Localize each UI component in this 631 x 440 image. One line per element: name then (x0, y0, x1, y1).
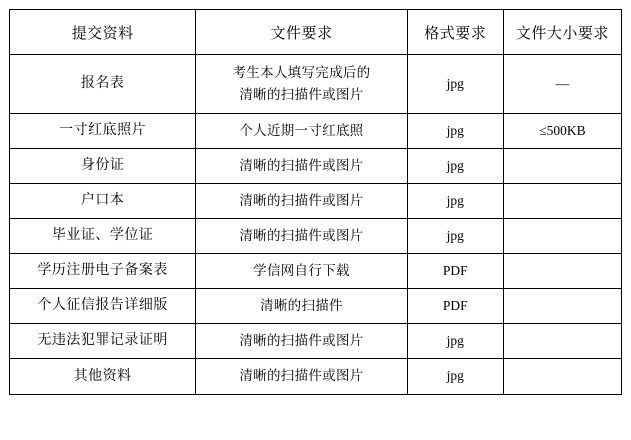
material-name: 户口本 (10, 184, 196, 219)
column-header-file-requirement: 文件要求 (196, 10, 407, 55)
file-requirement: 清晰的扫描件或图片 (196, 324, 407, 359)
table-header-row (10, 10, 622, 55)
file-requirement: 清晰的扫描件 (196, 289, 407, 324)
size-requirement (503, 219, 621, 254)
format-requirement: jpg (407, 184, 503, 219)
format-requirement: PDF (407, 289, 503, 324)
format-requirement: jpg (407, 324, 503, 359)
material-name: 无违法犯罪记录证明 (10, 324, 196, 359)
file-requirement: 清晰的扫描件或图片 (196, 359, 407, 395)
file-requirement: 清晰的扫描件或图片 (196, 184, 407, 219)
format-requirement: PDF (407, 254, 503, 289)
table-row (10, 114, 622, 149)
material-name: 毕业证、学位证 (10, 219, 196, 254)
size-requirement (503, 254, 621, 289)
file-requirement: 清晰的扫描件或图片 (196, 149, 407, 184)
table-row (10, 359, 622, 395)
size-requirement (503, 359, 621, 395)
material-name: 报名表 (10, 55, 196, 114)
format-requirement: jpg (407, 114, 503, 149)
size-requirement (503, 289, 621, 324)
format-requirement: jpg (407, 55, 503, 114)
column-header-material: 提交资料 (10, 10, 196, 55)
table-row (10, 184, 622, 219)
size-requirement (503, 324, 621, 359)
table-body (10, 55, 622, 395)
size-requirement (503, 149, 621, 184)
file-requirement-line1: 考生本人填写完成后的 (232, 65, 371, 81)
table-row (10, 289, 622, 324)
size-requirement (503, 184, 621, 219)
material-name: 个人征信报告详细版 (10, 289, 196, 324)
table-row (10, 254, 622, 289)
format-requirement: jpg (407, 219, 503, 254)
file-requirement: 学信网自行下载 (196, 254, 407, 289)
material-name: 身份证 (10, 149, 196, 184)
document-page (0, 9, 631, 440)
table-row (10, 149, 622, 184)
format-requirement: jpg (407, 359, 503, 395)
column-header-size-requirement: 文件大小要求 (503, 10, 621, 55)
table-row (10, 324, 622, 359)
material-name: 学历注册电子备案表 (10, 254, 196, 289)
submission-requirements-table (9, 9, 622, 395)
format-requirement: jpg (407, 149, 503, 184)
size-requirement: — (503, 55, 621, 114)
table-row (10, 55, 622, 114)
file-requirement-line2: 清晰的扫描件或图片 (239, 87, 364, 102)
file-requirement: 个人近期一寸红底照 (196, 114, 407, 149)
size-requirement: ≤500KB (503, 114, 621, 149)
file-requirement (196, 55, 407, 114)
file-requirement: 清晰的扫描件或图片 (196, 219, 407, 254)
material-name: 其他资料 (10, 359, 196, 395)
table-row (10, 219, 622, 254)
column-header-format-requirement: 格式要求 (407, 10, 503, 55)
material-name: 一寸红底照片 (10, 114, 196, 149)
table-header (10, 10, 622, 55)
